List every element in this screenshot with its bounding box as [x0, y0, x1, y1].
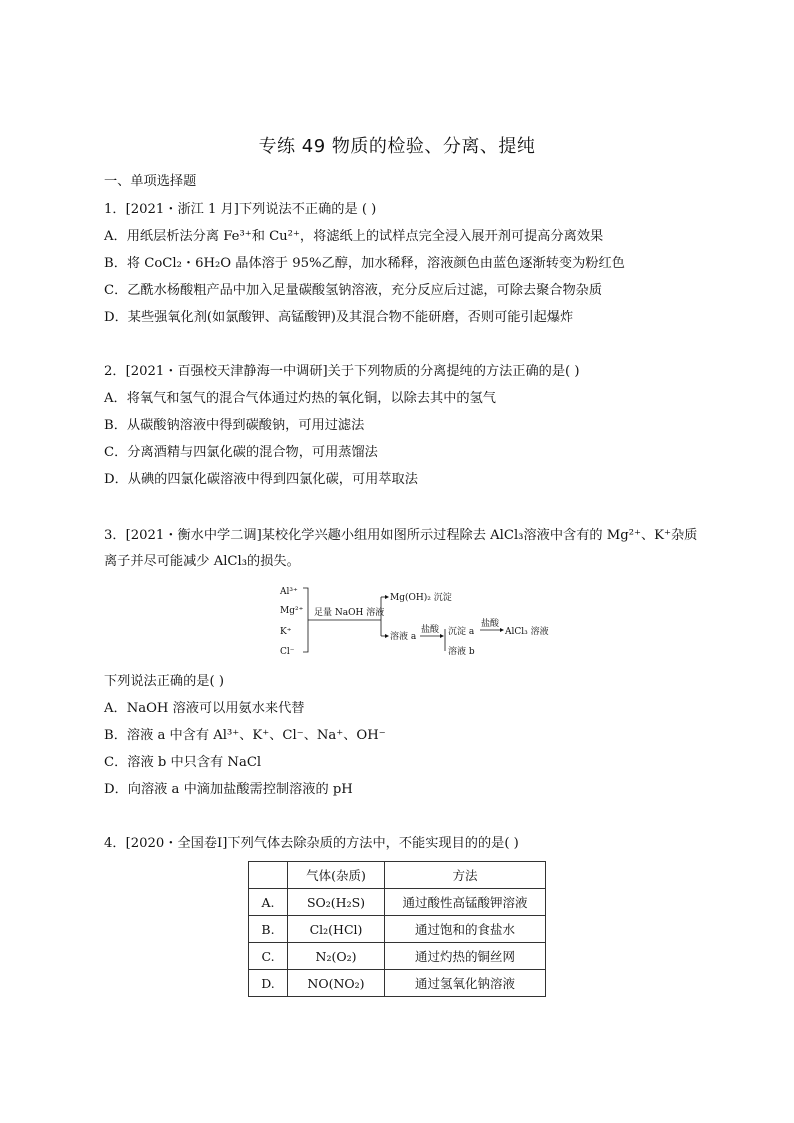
q2-option-b: B．从碳酸钠溶液中得到碳酸钠，可用过滤法 [104, 418, 365, 433]
q4-table [248, 861, 546, 997]
q3-option-d: D．向溶液 a 中滴加盐酸需控制溶液的 pH [104, 782, 353, 797]
q2-option-d: D．从碘的四氯化碳溶液中得到四氯化碳，可用萃取法 [104, 472, 418, 487]
table-cell: 通过氢氧化钠溶液 [385, 970, 546, 997]
page-title: 专练 49 物质的检验、分离、提纯 [258, 136, 536, 157]
table-cell: C. [249, 943, 288, 970]
table-header-cell: 气体(杂质) [288, 862, 385, 889]
table-row [249, 970, 546, 997]
q3-prompt: 下列说法正确的是( ) [104, 674, 224, 689]
solution-a: 溶液 a [390, 632, 417, 642]
q3-option-c: C．溶液 b 中只含有 NaCl [104, 755, 262, 770]
q4-stem: 4．[2020・全国卷Ⅰ]下列气体去除杂质的方法中，不能实现目的的是( ) [104, 836, 519, 851]
q2-option-c: C．分离酒精与四氯化碳的混合物，可用蒸馏法 [104, 445, 378, 460]
table-cell: 通过灼热的铜丝网 [385, 943, 546, 970]
table-row [249, 916, 546, 943]
table-header-row [249, 862, 546, 889]
q1-option-b: B．将 CoCl₂・6H₂O 晶体溶于 95%乙醇，加水稀释，溶液颜色由蓝色逐渐转变为粉红色 [104, 256, 625, 271]
ion-cl: Cl⁻ [280, 647, 295, 657]
reagent-hcl-2: 盐酸 [481, 619, 500, 629]
table-cell: A. [249, 889, 288, 916]
ion-al: Al³⁺ [280, 587, 298, 597]
q3-stem-line1: 3．[2021・衡水中学二调]某校化学兴趣小组用如图所示过程除去 AlCl₃溶液中含有的 Mg²⁺、K⁺杂质 [104, 528, 698, 543]
table-cell: NO(NO₂) [288, 970, 385, 997]
table-header-cell: 方法 [385, 862, 546, 889]
q1-option-c: C．乙酰水杨酸粗产品中加入足量碳酸氢钠溶液，充分反应后过滤，可除去聚合物杂质 [104, 283, 603, 298]
table-row [249, 889, 546, 916]
q3-stem-line2: 离子并尽可能减少 AlCl₃的损失。 [104, 554, 300, 569]
table-cell: N₂(O₂) [288, 943, 385, 970]
q3-option-b: B．溶液 a 中含有 Al³⁺、K⁺、Cl⁻、Na⁺、OH⁻ [104, 728, 386, 743]
section-heading: 一、单项选择题 [104, 174, 197, 189]
table-cell: Cl₂(HCl) [288, 916, 385, 943]
table-cell: SO₂(H₂S) [288, 889, 385, 916]
reagent-naoh: 足量 NaOH 溶液 [314, 608, 385, 618]
ion-k: K⁺ [280, 627, 292, 637]
q1-option-d: D．某些强氧化剂(如氯酸钾、高锰酸钾)及其混合物不能研磨，否则可能引起爆炸 [104, 310, 574, 325]
table-row [249, 943, 546, 970]
table-cell: B. [249, 916, 288, 943]
q2-stem: 2．[2021・百强校天津静海一中调研]关于下列物质的分离提纯的方法正确的是( ) [104, 364, 580, 379]
precipitate-a: 沉淀 a [448, 627, 475, 637]
product-alcl3: AlCl₃ 溶液 [505, 627, 549, 637]
q2-option-a: A．将氧气和氢气的混合气体通过灼热的氧化铜，以除去其中的氢气 [104, 391, 496, 406]
q1-option-a: A．用纸层析法分离 Fe³⁺和 Cu²⁺，将滤纸上的试样点完全浸入展开剂可提高分离效果 [104, 229, 604, 244]
ion-mg: Mg²⁺ [280, 606, 304, 616]
q3-process-diagram [278, 584, 558, 658]
reagent-hcl-1: 盐酸 [421, 625, 440, 635]
table-header-cell [249, 862, 288, 889]
product-mgoh2: Mg(OH)₂ 沉淀 [390, 593, 452, 603]
solution-b: 溶液 b [448, 647, 475, 657]
table-cell: 通过酸性高锰酸钾溶液 [385, 889, 546, 916]
q3-option-a: A．NaOH 溶液可以用氨水来代替 [104, 701, 305, 716]
q1-stem: 1．[2021・浙江 1 月]下列说法不正确的是 ( ) [104, 202, 377, 217]
table-cell: D. [249, 970, 288, 997]
table-cell: 通过饱和的食盐水 [385, 916, 546, 943]
